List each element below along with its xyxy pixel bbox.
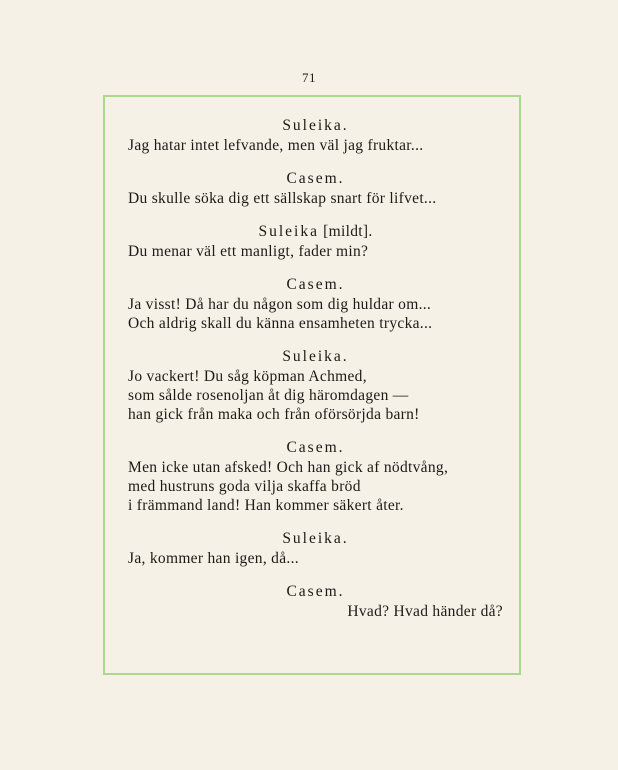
speaker-name [128, 438, 503, 457]
speaker-name [128, 169, 503, 188]
dialogue-text [128, 112, 503, 621]
speaker-label: Casem. [286, 170, 345, 187]
dialogue-line: Du menar väl ett manligt, fader min? [128, 243, 369, 260]
dialogue-line: som sålde rosenoljan åt dig häromdagen — [128, 387, 409, 404]
stage-direction: [mildt]. [319, 223, 373, 240]
dialogue-line: Hvad? Hvad händer då? [347, 603, 503, 620]
dialogue-line: i främmand land! Han kommer säkert åter. [128, 497, 404, 514]
speaker-label: Casem. [286, 583, 345, 600]
dialogue-line: Ja, kommer han igen, då... [128, 550, 299, 567]
speaker-name [128, 582, 503, 601]
dialogue-line: Jag hatar intet lefvande, men väl jag fruktar... [128, 137, 424, 154]
speaker-label: Suleika [258, 223, 319, 240]
dialogue-line: Jo vackert! Du såg köpman Achmed, [128, 368, 367, 385]
speaker-name [128, 222, 503, 241]
speaker-label: Suleika. [282, 348, 349, 365]
dialogue-line: Du skulle söka dig ett sällskap snart för lifvet... [128, 190, 437, 207]
speaker-label: Suleika. [282, 530, 349, 547]
speaker-name [128, 529, 503, 548]
dialogue-line: han gick från maka och från oförsörjda barn! [128, 406, 420, 423]
speaker-label: Casem. [286, 276, 345, 293]
dialogue-line: med hustruns goda vilja skaffa bröd [128, 478, 361, 495]
dialogue-line: Och aldrig skall du känna ensamheten trycka... [128, 315, 433, 332]
speaker-label: Suleika. [282, 117, 349, 134]
speaker-name [128, 275, 503, 294]
speaker-name [128, 116, 503, 135]
dialogue-line: Ja visst! Då har du någon som dig huldar om... [128, 296, 432, 313]
dialogue-line: Men icke utan afsked! Och han gick af nödtvång, [128, 459, 449, 476]
page-number: 71 [302, 70, 316, 85]
speaker-label: Casem. [286, 439, 345, 456]
speaker-name [128, 347, 503, 366]
